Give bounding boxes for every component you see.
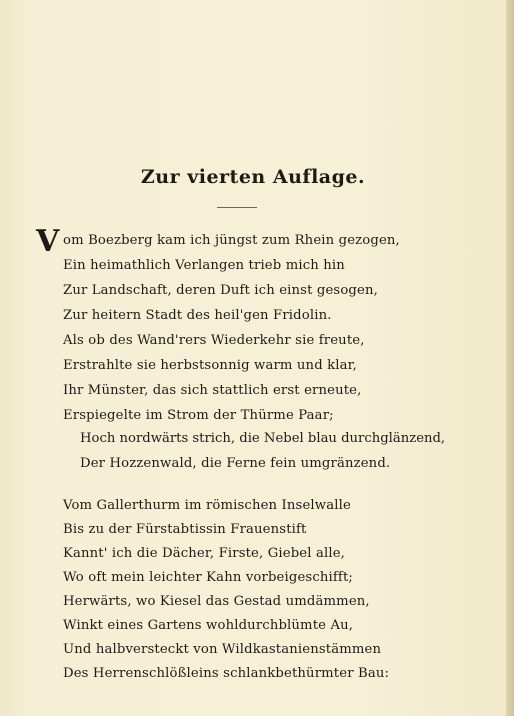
page-title: Zur vierten Auflage. xyxy=(140,166,366,188)
verse-line: Bis zu der Fürstabtissin Frauenstift xyxy=(63,522,307,537)
verse-line: Ihr Münster, das sich stattlich erst erneute, xyxy=(63,383,362,398)
verse-line: Ein heimathlich Verlangen trieb mich hin xyxy=(63,258,345,273)
verse-line: Der Hozzenwald, die Ferne fein umgränzend. xyxy=(80,456,391,471)
verse-line: Winkt eines Gartens wohldurchblümte Au, xyxy=(63,618,354,633)
verse-line: Herwärts, wo Kiesel das Gestad umdämmen, xyxy=(63,594,370,609)
verse-line: Erspiegelte im Strom der Thürme Paar; xyxy=(63,408,334,423)
verse-line: Erstrahlte sie herbstsonnig warm und klar, xyxy=(63,358,357,373)
verse-line: Kannt' ich die Dächer, Firste, Giebel alle, xyxy=(63,546,346,561)
verse-line: Zur Landschaft, deren Duft ich einst gesogen, xyxy=(63,283,378,298)
verse-line: Und halbversteckt von Wildkastanienstämmen xyxy=(63,642,382,657)
drop-cap: V xyxy=(36,224,60,259)
verse-line: Zur heitern Stadt des heil'gen Fridolin. xyxy=(63,308,332,323)
verse-line: Hoch nordwärts strich, die Nebel blau durchglänzend, xyxy=(80,431,446,446)
verse-line: Vom Gallerthurm im römischen Inselwalle xyxy=(63,498,351,513)
verse-line: Des Herrenschlößleins schlankbethürmter Bau: xyxy=(63,666,390,681)
verse-line: om Boezberg kam ich jüngst zum Rhein gezogen, xyxy=(63,233,400,248)
verse-line: Wo oft mein leichter Kahn vorbeigeschifft; xyxy=(63,570,353,585)
title-divider xyxy=(217,207,257,208)
page-edge xyxy=(506,0,514,716)
verse-line: Als ob des Wand'rers Wiederkehr sie freute, xyxy=(63,333,365,348)
